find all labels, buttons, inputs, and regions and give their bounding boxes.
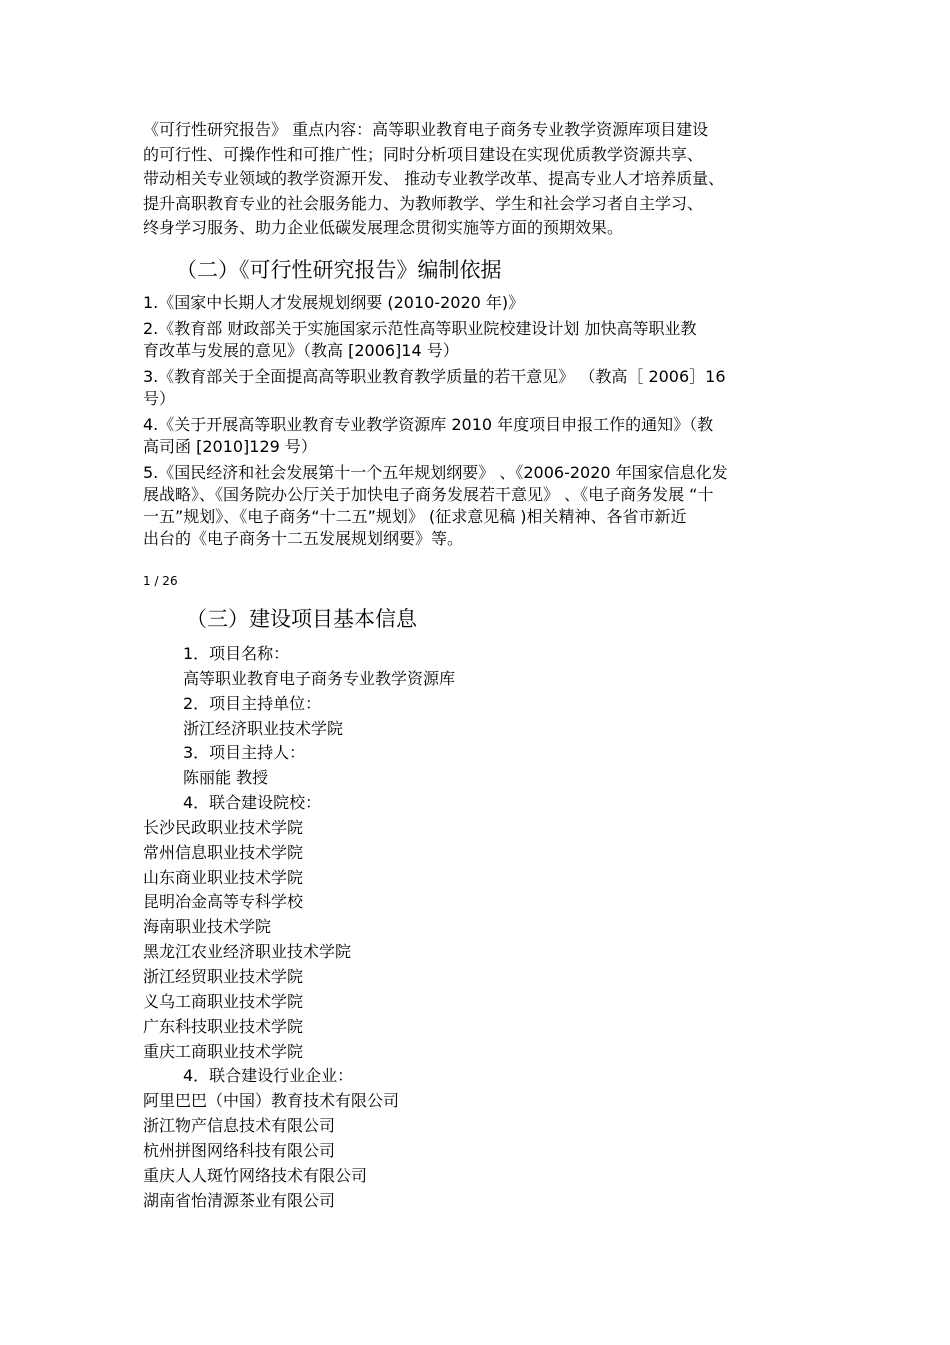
page-number: 1 / 26 bbox=[143, 574, 178, 588]
institution-item: 广东科技职业技术学院 bbox=[143, 1016, 304, 1036]
reference-item bbox=[143, 292, 808, 314]
institution-item: 浙江物产信息技术有限公司 bbox=[143, 1116, 336, 1136]
institution-item: 重庆工商职业技术学院 bbox=[143, 1041, 304, 1061]
reference-line: 3.《教育部关于全面提高高等职业教育教学质量的若干意见》 （教高［ 2006］16 bbox=[143, 367, 726, 386]
reference-item bbox=[143, 366, 808, 410]
intro-line: 提升高职教育专业的社会服务能力、为教师教学、学生和社会学习者自主学习、 bbox=[143, 193, 704, 213]
reference-line: 2.《教育部 财政部关于实施国家示范性高等职业院校建设计划 加快高等职业教 bbox=[143, 319, 697, 338]
institution-item: 山东商业职业技术学院 bbox=[143, 867, 304, 887]
section-heading-basis: （二）《可行性研究报告》编制依据 bbox=[176, 258, 502, 282]
institution-item: 常州信息职业技术学院 bbox=[143, 842, 304, 862]
reference-line: 一五”规划》、《电子商务“十二五”规划》 (征求意见稿 )相关精神、各省市新近 bbox=[143, 507, 687, 526]
institution-item: 黑龙江农业经济职业技术学院 bbox=[143, 942, 352, 962]
institution-item: 重庆人人斑竹网络技术有限公司 bbox=[143, 1165, 368, 1185]
info-field: 2．项目主持单位： bbox=[183, 693, 322, 713]
intro-line: 的可行性、可操作性和可推广性；同时分析项目建设在实现优质教学资源共享、 bbox=[143, 144, 704, 164]
institution-item: 阿里巴巴（中国）教育技术有限公司 bbox=[143, 1091, 400, 1111]
institution-item: 义乌工商职业技术学院 bbox=[143, 991, 304, 1011]
reference-item bbox=[143, 462, 808, 550]
reference-line: 1.《国家中长期人才发展规划纲要 (2010-2020 年)》 bbox=[143, 293, 525, 312]
intro-paragraph bbox=[143, 118, 808, 241]
reference-line: 育改革与发展的意见》（教高 [2006]14 号） bbox=[143, 341, 459, 360]
info-field: 陈丽能 教授 bbox=[183, 768, 269, 788]
reference-item bbox=[143, 318, 808, 362]
institution-item: 长沙民政职业技术学院 bbox=[143, 817, 304, 837]
project-info-list bbox=[143, 642, 808, 1213]
reference-line: 5.《国民经济和社会发展第十一个五年规划纲要》 、《2006-2020 年国家信息化发 bbox=[143, 463, 728, 482]
reference-item bbox=[143, 414, 808, 458]
institution-item: 海南职业技术学院 bbox=[143, 917, 272, 937]
institution-item: 湖南省怡清源茶业有限公司 bbox=[143, 1190, 336, 1210]
institution-item: 浙江经贸职业技术学院 bbox=[143, 966, 304, 986]
intro-line: 带动相关专业领域的教学资源开发、 推动专业教学改革、提高专业人才培养质量、 bbox=[143, 169, 725, 189]
info-field: 4．联合建设行业企业： bbox=[183, 1066, 354, 1086]
reference-line: 高司函 [2010]129 号） bbox=[143, 437, 317, 456]
reference-list bbox=[143, 292, 808, 554]
intro-line: 终身学习服务、助力企业低碳发展理念贯彻实施等方面的预期效果。 bbox=[143, 218, 624, 238]
reference-line: 号） bbox=[143, 389, 176, 408]
info-field: 1．项目名称： bbox=[183, 644, 290, 663]
institution-item: 昆明冶金高等专科学校 bbox=[143, 892, 304, 912]
info-field: 3．项目主持人： bbox=[183, 743, 306, 763]
institution-item: 杭州拼图网络科技有限公司 bbox=[143, 1140, 336, 1160]
info-field: 浙江经济职业技术学院 bbox=[183, 718, 344, 738]
info-field: 4．联合建设院校： bbox=[183, 793, 322, 813]
section-heading-project-info: （三）建设项目基本信息 bbox=[186, 607, 417, 631]
intro-line: 《可行性研究报告》 重点内容：高等职业教育电子商务专业教学资源库项目建设 bbox=[143, 120, 709, 139]
reference-line: 出台的《电子商务十二五发展规划纲要》等。 bbox=[143, 529, 464, 548]
reference-line: 4.《关于开展高等职业教育专业教学资源库 2010 年度项目申报工作的通知》（教 bbox=[143, 415, 714, 434]
info-field: 高等职业教育电子商务专业教学资源库 bbox=[183, 668, 456, 688]
reference-line: 展战略》、《国务院办公厅关于加快电子商务发展若干意见》 、《电子商务发展 “十 bbox=[143, 485, 714, 504]
